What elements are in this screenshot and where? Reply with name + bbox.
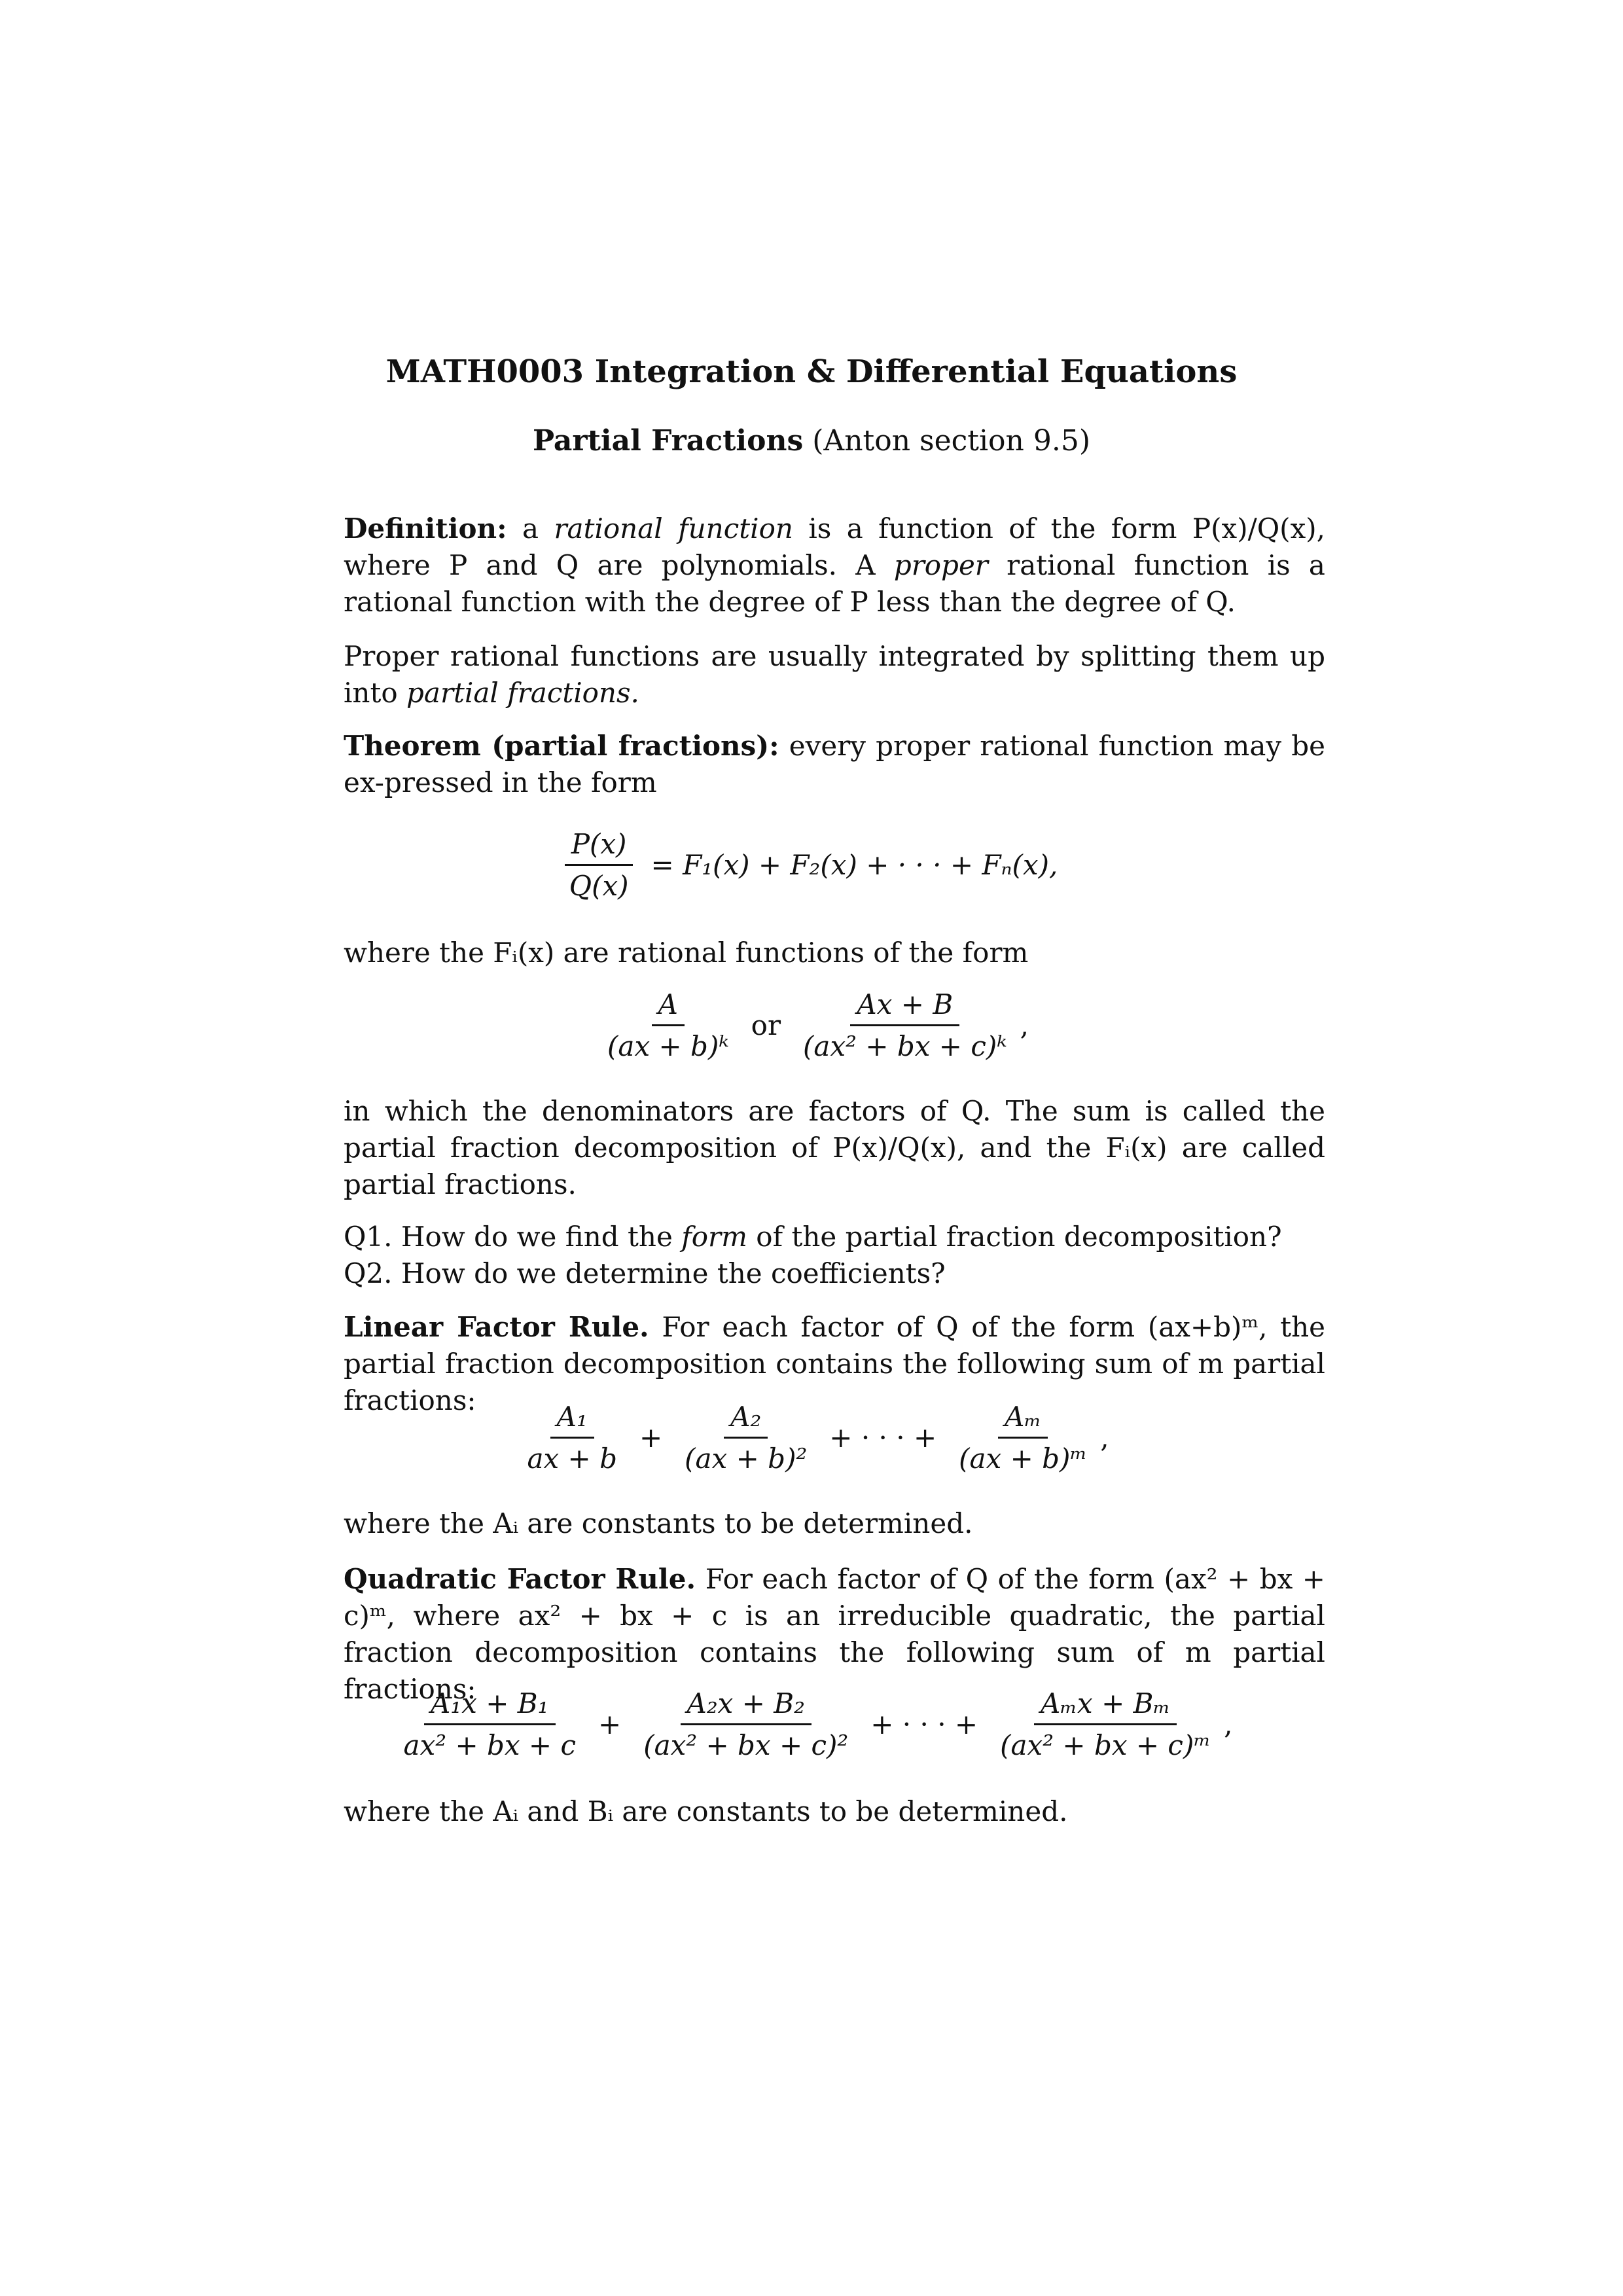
document-subtitle — [0, 424, 1623, 457]
equation-quadratic-sum — [0, 1687, 1623, 1761]
fraction-denominator: (ax² + bx + c)² — [643, 1729, 849, 1761]
question-1-term: form — [681, 1221, 747, 1253]
equation-plus: + — [639, 1422, 663, 1454]
equation-ellipsis: + · · · + — [870, 1708, 978, 1740]
definition-paragraph — [344, 511, 1325, 620]
fraction-numerator: Ax + B — [850, 988, 959, 1026]
equation-ellipsis: + · · · + — [829, 1422, 937, 1454]
equation-or: or — [751, 1009, 781, 1041]
document-title: MATH0003 Integration & Differential Equations — [385, 353, 1238, 390]
fraction-denominator: (ax² + bx + c)ᵏ — [803, 1030, 1007, 1062]
equation-linear-sum — [0, 1401, 1623, 1475]
fraction-quadratic-form — [796, 988, 1014, 1062]
fraction-numerator: A₂ — [724, 1401, 768, 1439]
definition-label: Definition: — [344, 512, 507, 545]
fraction-denominator: (ax² + bx + c)ᵐ — [1000, 1729, 1211, 1761]
where-ai-paragraph: where the Aᵢ are constants to be determined. — [344, 1507, 973, 1539]
fraction-quadratic-1 — [397, 1687, 582, 1761]
equation-rhs: = F₁(x) + F₂(x) + · · · + Fₙ(x), — [651, 849, 1058, 881]
theorem-label: Theorem (partial fractions): — [344, 730, 779, 762]
fraction-linear-m — [952, 1401, 1094, 1475]
equation-plus: + — [598, 1708, 622, 1740]
fraction-quadratic-m — [993, 1687, 1217, 1761]
equation-decomposition — [0, 828, 1623, 902]
fraction-denominator: (ax + b)² — [685, 1443, 808, 1475]
fraction-p-over-q — [563, 828, 635, 902]
theorem-text: every proper rational function may be ex-pressed in the form — [344, 730, 1326, 798]
fraction-numerator: P(x) — [565, 828, 633, 866]
fraction-numerator: Aₘx + Bₘ — [1034, 1687, 1177, 1725]
subtitle-bold: Partial Fractions — [532, 424, 804, 457]
denominators-paragraph: in which the denominators are factors of Q. The sum is called the partial fraction decomposition of P(x)/Q(x), and the Fᵢ(x) are called partial fractions. — [344, 1095, 1325, 1200]
definition-term-rational: rational function — [554, 512, 793, 545]
quadratic-factor-rule — [344, 1561, 1325, 1708]
linear-rule-label: Linear Factor Rule. — [344, 1311, 649, 1343]
fraction-denominator: ax + b — [527, 1443, 617, 1475]
definition-text-3: is a function of the form P(x)/Q(x), where P and Q are polynomials. A — [344, 512, 1325, 581]
fraction-denominator: Q(x) — [569, 870, 629, 902]
where-aibi-paragraph: where the Aᵢ and Bᵢ are constants to be determined. — [344, 1795, 1068, 1827]
fraction-linear-1 — [520, 1401, 624, 1475]
fraction-denominator: (ax + b)ᵏ — [607, 1030, 729, 1062]
proper-text: Proper rational functions are usually integrated by splitting them up into — [344, 640, 1325, 709]
fraction-numerator: A — [652, 988, 685, 1026]
fraction-numerator: A₁x + B₁ — [424, 1687, 555, 1725]
quadratic-rule-label: Quadratic Factor Rule. — [344, 1563, 696, 1595]
subtitle-rest: (Anton section 9.5) — [812, 424, 1091, 457]
question-2: Q2. How do we determine the coefficients? — [344, 1257, 946, 1289]
fraction-denominator: (ax + b)ᵐ — [959, 1443, 1088, 1475]
fraction-linear-form — [601, 988, 736, 1062]
fraction-numerator: A₂x + B₂ — [681, 1687, 812, 1725]
equation-comma: , — [1224, 1708, 1233, 1740]
fraction-quadratic-2 — [637, 1687, 855, 1761]
definition-term-proper: proper — [893, 549, 988, 581]
definition-text-1: a — [522, 512, 539, 545]
quadratic-rule-text: For each factor of Q of the form (ax² + bx + c)ᵐ, where ax² + bx + c is an irreducible quadratic, the partial fraction decomposition contains the following sum of m partial fractions: — [344, 1563, 1325, 1705]
fraction-denominator: ax² + bx + c — [403, 1729, 576, 1761]
fraction-numerator: A₁ — [550, 1401, 594, 1439]
fraction-numerator: Aₘ — [998, 1401, 1048, 1439]
equation-comma: , — [1100, 1422, 1109, 1454]
linear-rule-text: For each factor of Q of the form (ax+b)ᵐ, the partial fraction decomposition contains the following sum of m partial fractions: — [344, 1311, 1326, 1416]
where-fi-paragraph: where the Fᵢ(x) are rational functions of the form — [344, 937, 1029, 969]
questions-block — [344, 1219, 1325, 1292]
proper-term: partial fractions. — [406, 677, 639, 709]
equation-comma: , — [1020, 1009, 1029, 1041]
theorem-paragraph — [344, 728, 1325, 801]
definition-text-5: rational function is a rational function with the degree of P less than the degree of Q. — [344, 549, 1325, 618]
question-1-end: of the partial fraction decomposition? — [756, 1221, 1282, 1253]
equation-fraction-forms — [0, 988, 1623, 1062]
fraction-linear-2 — [678, 1401, 813, 1475]
question-1-start: Q1. How do we find the — [344, 1221, 673, 1253]
proper-paragraph — [344, 638, 1325, 711]
